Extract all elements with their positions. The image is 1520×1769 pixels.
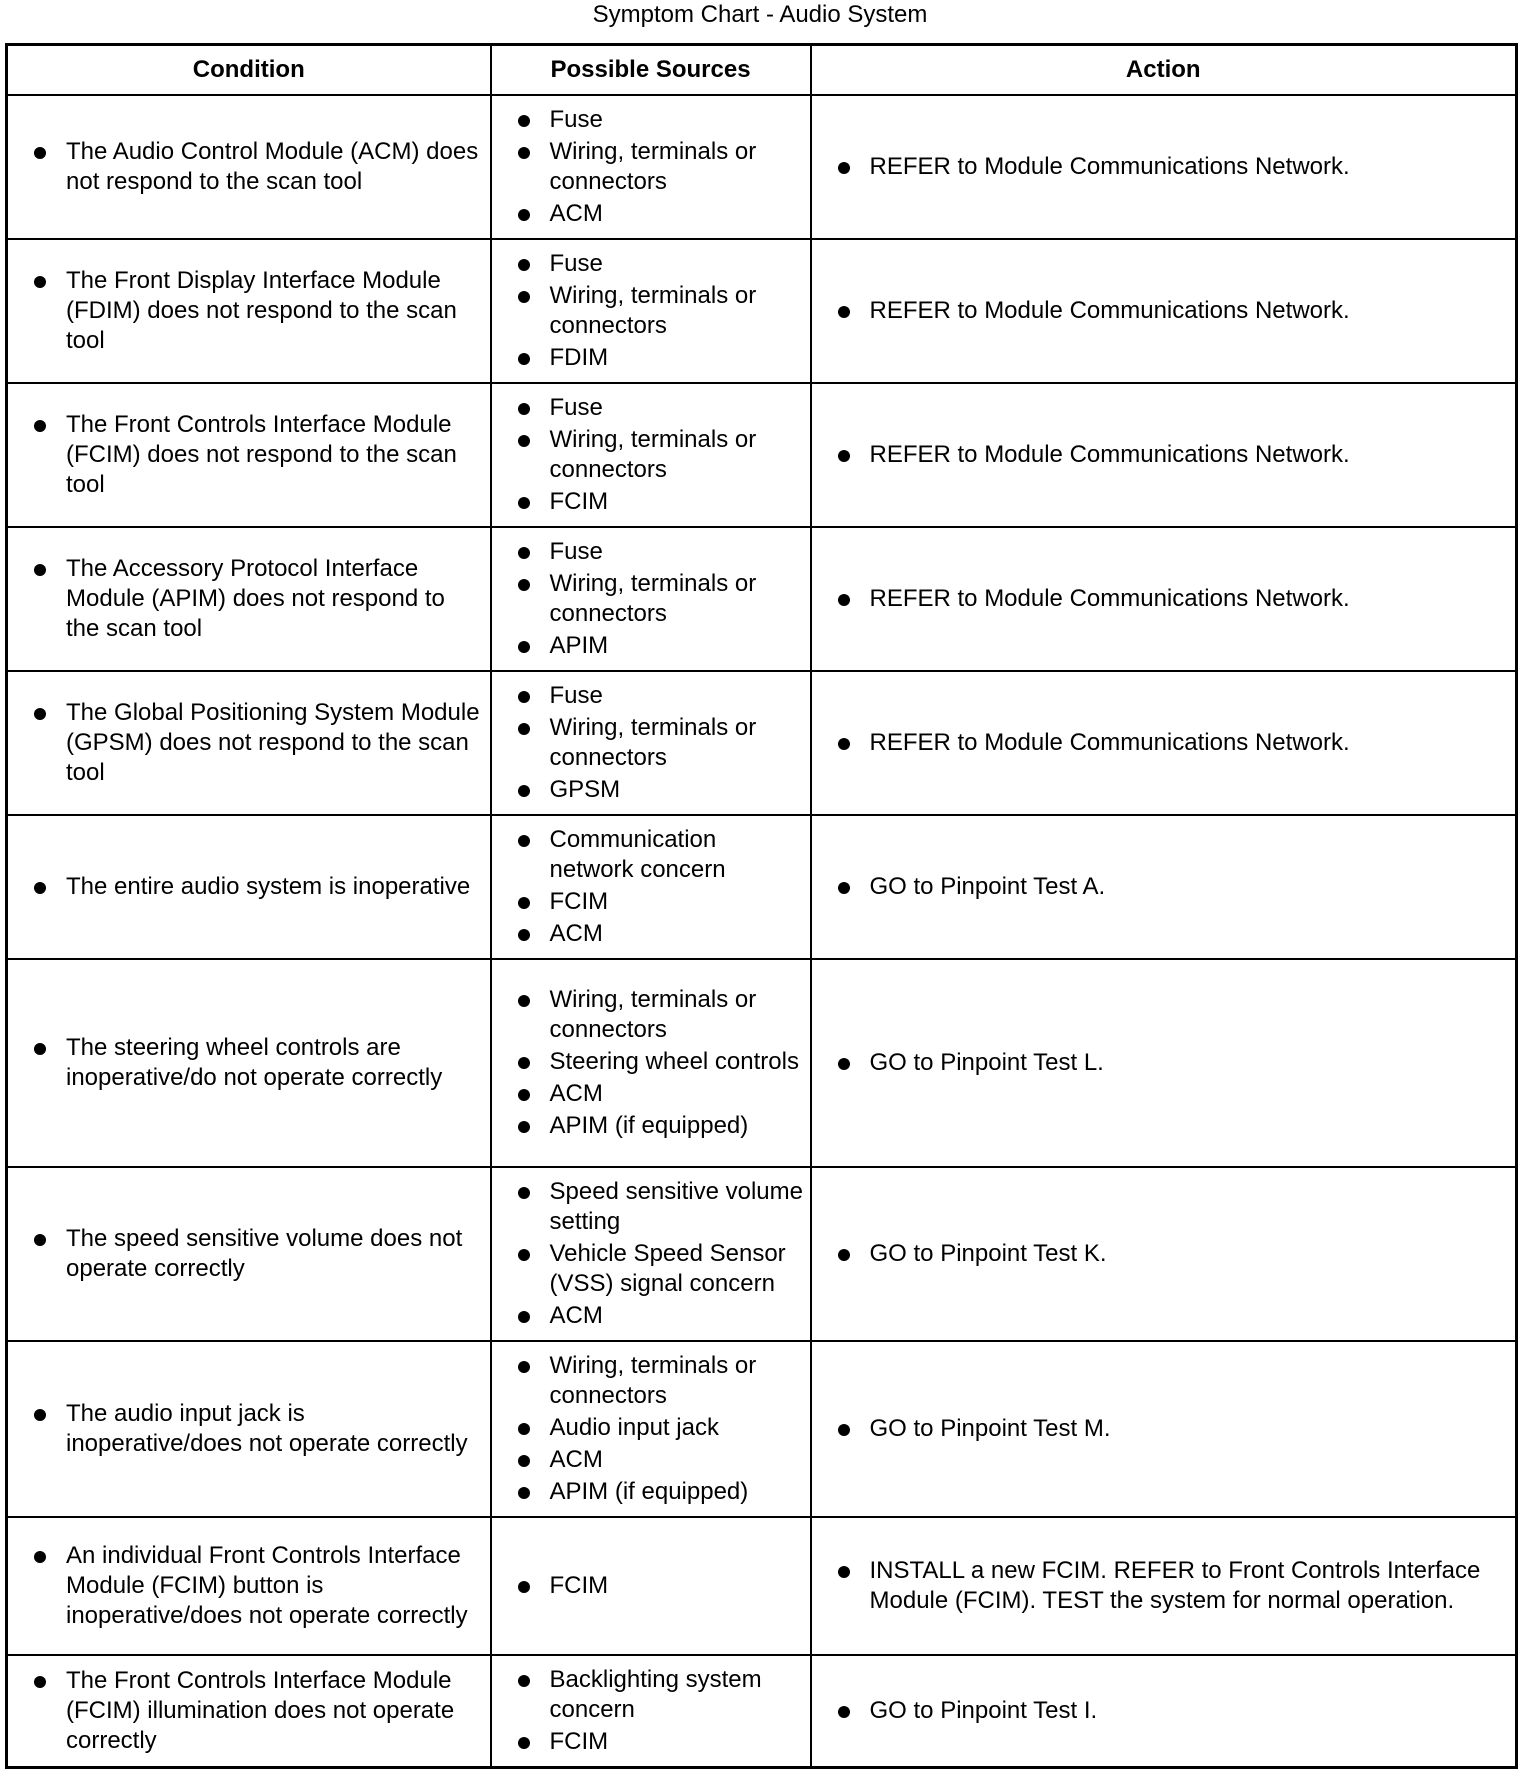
sources-list <box>492 1665 810 1757</box>
action-cell <box>811 1167 1517 1341</box>
action-list <box>812 728 1516 758</box>
table-body <box>7 95 1517 1767</box>
source-item: Fuse <box>550 393 804 423</box>
condition-cell <box>7 1517 491 1655</box>
action-text: GO to Pinpoint Test A. <box>870 872 1496 902</box>
condition-text: The speed sensitive volume does not operate correctly <box>66 1224 482 1284</box>
action-text: REFER to Module Communications Network. <box>870 728 1496 758</box>
condition-list <box>8 137 490 197</box>
condition-cell <box>7 383 491 527</box>
table-row <box>7 95 1517 239</box>
source-item: APIM (if equipped) <box>550 1111 804 1141</box>
sources-list <box>492 1351 810 1507</box>
source-item: Wiring, terminals or connectors <box>550 985 804 1045</box>
source-item: GPSM <box>550 775 804 805</box>
action-text: REFER to Module Communications Network. <box>870 152 1496 182</box>
condition-cell <box>7 1341 491 1517</box>
condition-cell <box>7 1167 491 1341</box>
condition-text: The Global Positioning System Module (GPSM) does not respond to the scan tool <box>66 699 480 786</box>
possible-sources-cell <box>491 1655 811 1767</box>
source-item: ACM <box>550 199 804 229</box>
source-item: ACM <box>550 1301 804 1331</box>
header-action: Action <box>811 45 1517 96</box>
source-item: APIM (if equipped) <box>550 1477 804 1507</box>
action-cell <box>811 1655 1517 1767</box>
sources-list <box>492 1571 810 1601</box>
source-item: FCIM <box>550 487 804 517</box>
table-row <box>7 1655 1517 1767</box>
condition-text: The Front Controls Interface Module (FCIM) illumination does not operate correctly <box>66 1666 482 1756</box>
action-list <box>812 872 1516 902</box>
action-cell <box>811 1341 1517 1517</box>
condition-list <box>8 410 490 500</box>
action-list <box>812 152 1516 182</box>
sources-list <box>492 393 810 517</box>
table-row <box>7 815 1517 959</box>
sources-list <box>492 825 810 949</box>
action-text: REFER to Module Communications Network. <box>870 584 1496 614</box>
table-row <box>7 383 1517 527</box>
action-list <box>812 584 1516 614</box>
action-text: REFER to Module Communications Network. <box>870 440 1496 470</box>
sources-list <box>492 681 810 805</box>
condition-cell <box>7 815 491 959</box>
source-item: Fuse <box>550 249 804 279</box>
action-list <box>812 1556 1516 1616</box>
sources-list <box>492 249 810 373</box>
source-item: Fuse <box>550 681 804 711</box>
table-row <box>7 527 1517 671</box>
condition-text: The Front Controls Interface Module (FCIM) does not respond to the scan tool <box>66 410 482 500</box>
condition-text: The Accessory Protocol Interface Module (APIM) does not respond to the scan tool <box>66 554 482 644</box>
source-item: FDIM <box>550 343 804 373</box>
action-cell <box>811 95 1517 239</box>
action-list <box>812 296 1516 326</box>
source-item: Vehicle Speed Sensor (VSS) signal concern <box>550 1239 804 1299</box>
table-row <box>7 239 1517 383</box>
action-text: GO to Pinpoint Test L. <box>870 1048 1496 1078</box>
header-possible-sources: Possible Sources <box>491 45 811 96</box>
source-item: Speed sensitive volume setting <box>549 1178 803 1235</box>
condition-list <box>8 1541 490 1631</box>
source-item: APIM <box>550 631 804 661</box>
sources-list <box>492 105 810 229</box>
condition-cell <box>7 527 491 671</box>
source-item: Wiring, terminals or connectors <box>550 1351 804 1411</box>
action-cell <box>811 959 1517 1167</box>
source-item: Fuse <box>550 105 804 135</box>
possible-sources-cell <box>491 1167 811 1341</box>
possible-sources-cell <box>491 959 811 1167</box>
condition-list <box>8 1033 490 1093</box>
header-condition: Condition <box>7 45 491 96</box>
possible-sources-cell <box>491 239 811 383</box>
condition-list <box>8 554 490 644</box>
action-list <box>812 440 1516 470</box>
action-list <box>812 1048 1516 1078</box>
condition-cell <box>7 95 491 239</box>
page-title: Symptom Chart - Audio System <box>592 1 928 28</box>
condition-list <box>8 872 490 902</box>
action-text: GO to Pinpoint Test K. <box>870 1239 1496 1269</box>
condition-cell <box>7 671 491 815</box>
source-item: ACM <box>550 1445 804 1475</box>
condition-cell <box>7 1655 491 1767</box>
possible-sources-cell <box>491 815 811 959</box>
table-header-row <box>7 45 1517 96</box>
condition-list <box>8 266 490 356</box>
possible-sources-cell <box>491 383 811 527</box>
source-item: ACM <box>550 919 804 949</box>
source-item: Fuse <box>550 537 804 567</box>
action-text: GO to Pinpoint Test I. <box>870 1696 1496 1726</box>
condition-cell <box>7 959 491 1167</box>
table-row <box>7 959 1517 1167</box>
action-cell <box>811 815 1517 959</box>
possible-sources-cell <box>491 1341 811 1517</box>
source-item: Backlighting system concern <box>550 1665 804 1725</box>
condition-list <box>8 1399 490 1459</box>
table-row <box>7 1341 1517 1517</box>
source-item: ACM <box>550 1079 804 1109</box>
source-item: Wiring, terminals or connectors <box>550 569 804 629</box>
action-cell <box>811 1517 1517 1655</box>
condition-text: The Front Display Interface Module (FDIM) does not respond to the scan tool <box>66 266 482 356</box>
table-row <box>7 1167 1517 1341</box>
table-row <box>7 671 1517 815</box>
condition-list <box>8 1224 490 1284</box>
sources-list <box>492 537 810 661</box>
action-list <box>812 1239 1516 1269</box>
condition-text: The entire audio system is inoperative <box>66 872 482 902</box>
table-row <box>7 1517 1517 1655</box>
condition-cell <box>7 239 491 383</box>
condition-list <box>8 1666 490 1756</box>
condition-text: The Audio Control Module (ACM) does not respond to the scan tool <box>66 137 482 197</box>
action-list <box>812 1414 1516 1444</box>
action-text: INSTALL a new FCIM. REFER to Front Controls Interface Module (FCIM). TEST the system for normal operation. <box>870 1556 1496 1616</box>
source-item: Communication network concern <box>550 825 804 885</box>
source-item: Wiring, terminals or connectors <box>550 425 804 485</box>
source-item: Steering wheel controls <box>550 1047 804 1077</box>
source-item: FCIM <box>550 1571 804 1601</box>
sources-list <box>492 1177 810 1331</box>
action-text: GO to Pinpoint Test M. <box>870 1414 1496 1444</box>
source-item: FCIM <box>550 1727 804 1757</box>
action-cell <box>811 239 1517 383</box>
possible-sources-cell <box>491 671 811 815</box>
possible-sources-cell <box>491 527 811 671</box>
action-cell <box>811 527 1517 671</box>
source-item: Audio input jack <box>550 1413 804 1443</box>
condition-text: The audio input jack is inoperative/does not operate correctly <box>66 1399 482 1459</box>
source-item: FCIM <box>550 887 804 917</box>
condition-text: The steering wheel controls are inoperative/do not operate correctly <box>66 1033 482 1093</box>
source-item: Wiring, terminals or connectors <box>550 281 804 341</box>
sources-list <box>492 985 810 1141</box>
condition-text: An individual Front Controls Interface Module (FCIM) button is inoperative/does not operate correctly <box>66 1541 482 1631</box>
condition-list <box>8 698 490 788</box>
action-text: REFER to Module Communications Network. <box>870 296 1496 326</box>
action-cell <box>811 383 1517 527</box>
possible-sources-cell <box>491 1517 811 1655</box>
action-list <box>812 1696 1516 1726</box>
source-item: Wiring, terminals or connectors <box>550 713 804 773</box>
possible-sources-cell <box>491 95 811 239</box>
source-item: Wiring, terminals or connectors <box>550 137 804 197</box>
symptom-table <box>5 43 1518 1769</box>
action-cell <box>811 671 1517 815</box>
